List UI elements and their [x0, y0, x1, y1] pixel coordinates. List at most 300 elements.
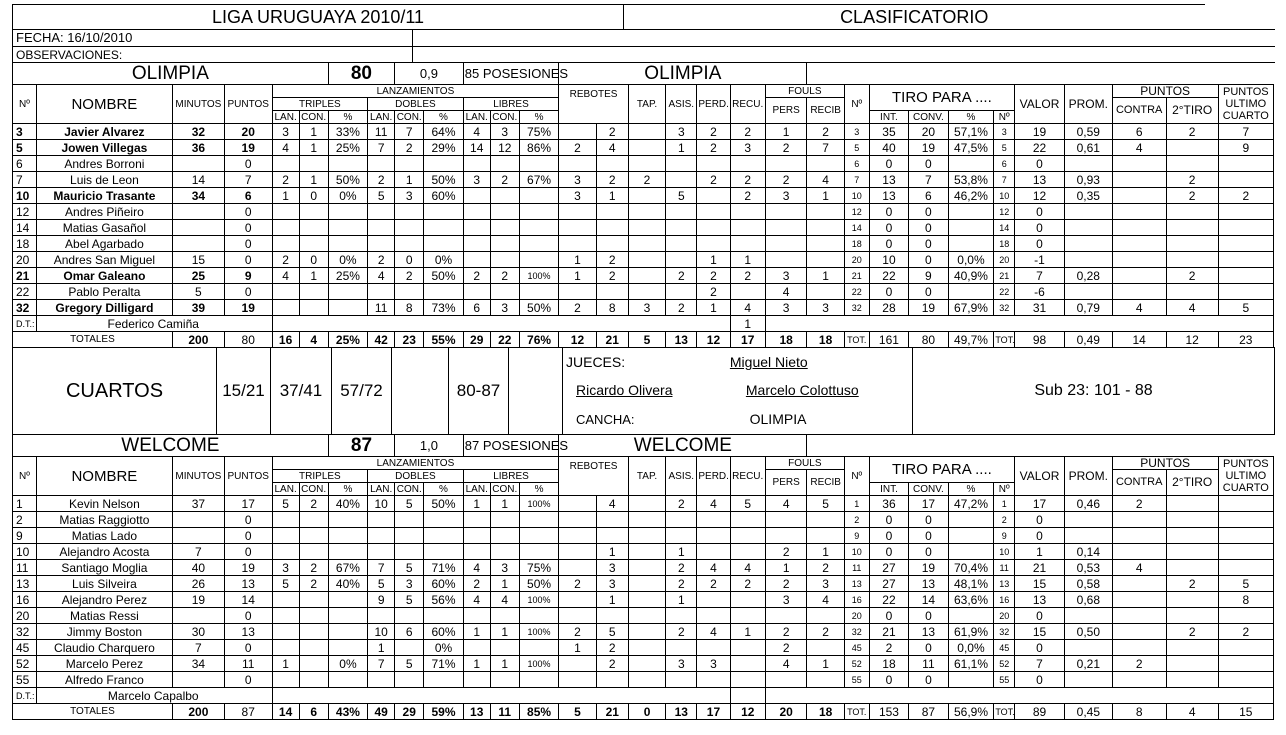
- fouls-recib: [807, 512, 844, 528]
- frees-pct: 100%: [519, 268, 558, 284]
- triples-pct: [328, 544, 367, 560]
- quarter-1: 15/21: [217, 348, 271, 435]
- doubles-pct: [424, 608, 463, 624]
- player-number-3: 20: [994, 252, 1015, 268]
- puntos-ultimo: [1218, 268, 1273, 284]
- turnovers: 4: [697, 624, 730, 640]
- player-name: Kevin Nelson: [36, 496, 172, 512]
- triples-pct: 67%: [328, 560, 367, 576]
- tiro-int: 21: [869, 624, 908, 640]
- player-name: Omar Galeano: [36, 268, 172, 284]
- turnovers: 4: [697, 560, 730, 576]
- valor: 0: [1015, 608, 1065, 624]
- puntos-ultimo: [1218, 656, 1273, 672]
- totals-valor: 89: [1015, 704, 1065, 720]
- frees-pct: [519, 608, 558, 624]
- assists: [666, 640, 697, 656]
- doubles-lan: [368, 528, 395, 544]
- valor: 0: [1015, 528, 1065, 544]
- triples-pct: 0%: [328, 252, 367, 268]
- player-points: 0: [224, 512, 272, 528]
- triples-lan: [272, 220, 299, 236]
- scoresheet: [12, 4, 1274, 720]
- fouls-recib: 1: [807, 188, 844, 204]
- tiro-conv: 9: [909, 268, 948, 284]
- assists: 2: [666, 496, 697, 512]
- tot-label-2: TOT.: [994, 332, 1015, 348]
- assists: [666, 236, 697, 252]
- puntos-contra: [1112, 592, 1166, 608]
- tiro-int: 13: [869, 172, 908, 188]
- triples-pct: 33%: [328, 124, 367, 140]
- quarter-2: 37/41: [271, 348, 332, 435]
- reb-off: [559, 672, 596, 688]
- totals-tp: 49,7%: [948, 332, 994, 348]
- tiro-pct: 63,6%: [948, 592, 994, 608]
- team1-possessions: [463, 63, 569, 85]
- turnovers: [697, 640, 730, 656]
- frees-con: [490, 236, 519, 252]
- player-points: 13: [224, 624, 272, 640]
- tiro-conv: 19: [909, 560, 948, 576]
- frees-pct: [519, 252, 558, 268]
- player-points: 0: [224, 156, 272, 172]
- player-name: Javier Alvarez: [36, 124, 172, 140]
- fouls-recib: [807, 156, 844, 172]
- doubles-pct: 0%: [424, 640, 463, 656]
- frees-lan: 1: [463, 496, 490, 512]
- triples-lan: [272, 284, 299, 300]
- judge-3: Marcelo Colottuso: [745, 381, 859, 398]
- puntos-ultimo: [1218, 544, 1273, 560]
- valor: 12: [1015, 188, 1065, 204]
- taps: [628, 672, 665, 688]
- turnovers: 3: [697, 656, 730, 672]
- player-minutes: 5: [172, 284, 224, 300]
- prom: 0,59: [1064, 124, 1112, 140]
- puntos-segundo: [1166, 512, 1218, 528]
- lan-header: LAN.: [368, 483, 395, 496]
- segundo-header: 2°TIRO: [1166, 470, 1218, 496]
- puntos-ultimo: [1218, 608, 1273, 624]
- doubles-con: 2: [395, 268, 424, 284]
- fouls-recib: 1: [807, 544, 844, 560]
- doubles-lan: [368, 608, 395, 624]
- player-number: 12: [13, 204, 37, 220]
- puntos-contra: 4: [1112, 140, 1166, 156]
- doubles-lan: [368, 544, 395, 560]
- triples-lan: [272, 640, 299, 656]
- assists: [666, 672, 697, 688]
- doubles-con: 3: [395, 188, 424, 204]
- player-points: 11: [224, 656, 272, 672]
- totals-doubles-con: 23: [395, 332, 424, 348]
- player-number: 3: [13, 124, 37, 140]
- doubles-pct: [424, 220, 463, 236]
- tiro-pct: [948, 608, 994, 624]
- player-number-3: 9: [994, 528, 1015, 544]
- totals-segundo: 12: [1166, 332, 1218, 348]
- puntos-segundo: [1166, 496, 1218, 512]
- player-number-3: 21: [994, 268, 1015, 284]
- valor: 0: [1015, 672, 1065, 688]
- tiro-pct: 53,8%: [948, 172, 994, 188]
- lan-header: LAN.: [272, 483, 299, 496]
- totals-reb-def: 21: [596, 332, 628, 348]
- tiro-int: 22: [869, 592, 908, 608]
- ultimo-header: PUNTOS ULTIMO CUARTO: [1218, 457, 1273, 496]
- puntos-segundo: 2: [1166, 172, 1218, 188]
- tp-pct-header: %: [948, 111, 994, 124]
- player-points: 7: [224, 172, 272, 188]
- turnovers: 4: [697, 496, 730, 512]
- quarter-extra: [509, 348, 563, 435]
- player-points: 0: [224, 528, 272, 544]
- fouls-recib: 2: [807, 124, 844, 140]
- puntos-contra: [1112, 236, 1166, 252]
- totals-triples-pct: 43%: [328, 704, 367, 720]
- fouls-recib: 4: [807, 172, 844, 188]
- tiro-conv: 17: [909, 496, 948, 512]
- puntos-ultimo: [1218, 512, 1273, 528]
- taps: [628, 512, 665, 528]
- totals-fouls-recib: 18: [807, 704, 844, 720]
- reb-off: [559, 544, 596, 560]
- doubles-pct: 73%: [424, 300, 463, 316]
- puntos-contra: [1112, 156, 1166, 172]
- assists: [666, 284, 697, 300]
- assists: 3: [666, 124, 697, 140]
- triples-con: [299, 592, 328, 608]
- player-name: Andres Borroni: [36, 156, 172, 172]
- tiro-conv: 11: [909, 656, 948, 672]
- taps: [628, 140, 665, 156]
- puntos-ultimo: 7: [1218, 124, 1273, 140]
- valor: 0: [1015, 512, 1065, 528]
- puntos-ultimo: [1218, 528, 1273, 544]
- reb-off: 1: [559, 268, 596, 284]
- assists: 5: [666, 188, 697, 204]
- puntos-segundo: 2: [1166, 268, 1218, 284]
- frees-con: [490, 156, 519, 172]
- doubles-lan: 11: [368, 300, 395, 316]
- player-number-3: 52: [994, 656, 1015, 672]
- triples-pct: 0%: [328, 188, 367, 204]
- frees-con: [490, 252, 519, 268]
- player-minutes: 32: [172, 124, 224, 140]
- valor: 0: [1015, 640, 1065, 656]
- frees-pct: [519, 512, 558, 528]
- puntos-ultimo: [1218, 252, 1273, 268]
- totals-int: 161: [869, 332, 908, 348]
- puntos-contra: 4: [1112, 560, 1166, 576]
- puntos-contra: [1112, 528, 1166, 544]
- puntos-segundo: [1166, 560, 1218, 576]
- frees-lan: 4: [463, 560, 490, 576]
- prom: 0,21: [1064, 656, 1112, 672]
- reb-off: 2: [559, 576, 596, 592]
- frees-con: 1: [490, 576, 519, 592]
- doubles-lan: [368, 204, 395, 220]
- fouls-recib: [807, 236, 844, 252]
- taps: [628, 576, 665, 592]
- tiro-conv: 0: [909, 672, 948, 688]
- tiro-int: 27: [869, 560, 908, 576]
- tiro-pct: [948, 284, 994, 300]
- frees-lan: [463, 204, 490, 220]
- stage-title: CLASIFICATORIO: [624, 5, 1205, 30]
- totals-triples-lan: 14: [272, 704, 299, 720]
- tiro-int: 40: [869, 140, 908, 156]
- minutes-header: MINUTOS: [172, 457, 224, 496]
- doubles-con: [395, 156, 424, 172]
- player-number-2: 32: [844, 624, 869, 640]
- frees-pct: 50%: [519, 576, 558, 592]
- tiro-conv: 20: [909, 124, 948, 140]
- fouls-pers: 2: [765, 576, 807, 592]
- coach-recu: [730, 688, 765, 704]
- frees-con: 1: [490, 496, 519, 512]
- valor: 0: [1015, 236, 1065, 252]
- tiro-conv: 0: [909, 252, 948, 268]
- reb-off: 1: [559, 640, 596, 656]
- puntos-contra: [1112, 284, 1166, 300]
- triples-con: 1: [299, 124, 328, 140]
- lan-header: LAN.: [272, 111, 299, 124]
- triples-con: [299, 672, 328, 688]
- reb-off: [559, 528, 596, 544]
- frees-lan: 3: [463, 172, 490, 188]
- reb-off: [559, 496, 596, 512]
- turnovers: [697, 672, 730, 688]
- fouls-pers: 3: [765, 300, 807, 316]
- steals: 1: [730, 624, 765, 640]
- frees-pct: [519, 220, 558, 236]
- puntos-contra: [1112, 220, 1166, 236]
- steals: 2: [730, 188, 765, 204]
- puntos-contra: [1112, 268, 1166, 284]
- tiro-int: 35: [869, 124, 908, 140]
- doubles-pct: 71%: [424, 656, 463, 672]
- con-header: CON.: [395, 483, 424, 496]
- player-number-3: 1: [994, 496, 1015, 512]
- puntos-contra: [1112, 672, 1166, 688]
- frees-pct: [519, 236, 558, 252]
- tiro-pct: 70,4%: [948, 560, 994, 576]
- player-name: Abel Agarbado: [36, 236, 172, 252]
- valor: 17: [1015, 496, 1065, 512]
- doubles-con: 3: [395, 576, 424, 592]
- player-minutes: 15: [172, 252, 224, 268]
- player-name: Claudio Charquero: [36, 640, 172, 656]
- doubles-lan: 11: [368, 124, 395, 140]
- puntos-ultimo: [1218, 560, 1273, 576]
- triples-header: TRIPLES: [272, 98, 368, 111]
- player-row: [13, 300, 1274, 316]
- doubles-lan: 7: [368, 140, 395, 156]
- tiro-int: 0: [869, 672, 908, 688]
- tiro-conv: 13: [909, 576, 948, 592]
- rebounds-header: REBOTES: [559, 85, 629, 124]
- player-number-3: 2: [994, 512, 1015, 528]
- tiro-conv: 19: [909, 300, 948, 316]
- puntos-segundo: 2: [1166, 624, 1218, 640]
- fouls-pers: [765, 220, 807, 236]
- valor: -1: [1015, 252, 1065, 268]
- player-row: [13, 220, 1274, 236]
- prom: [1064, 512, 1112, 528]
- tiro-pct: [948, 236, 994, 252]
- player-minutes: 36: [172, 140, 224, 156]
- player-number-2: 22: [844, 284, 869, 300]
- reb-off: 2: [559, 300, 596, 316]
- frees-pct: 67%: [519, 172, 558, 188]
- assists: 2: [666, 576, 697, 592]
- player-row: [13, 156, 1274, 172]
- player-minutes: 39: [172, 300, 224, 316]
- doubles-lan: [368, 512, 395, 528]
- assists: [666, 156, 697, 172]
- totals-minutes: 200: [172, 332, 224, 348]
- reb-def: 2: [596, 656, 628, 672]
- player-row: [13, 284, 1274, 300]
- doubles-lan: 5: [368, 576, 395, 592]
- puntos-segundo: [1166, 640, 1218, 656]
- team2-name: WELCOME: [13, 435, 329, 457]
- player-number: 45: [13, 640, 37, 656]
- doubles-con: [395, 284, 424, 300]
- puntos-contra: 2: [1112, 656, 1166, 672]
- player-number-2: 7: [844, 172, 869, 188]
- doubles-pct: 0%: [424, 252, 463, 268]
- reb-def: 2: [596, 268, 628, 284]
- player-points: 13: [224, 576, 272, 592]
- reb-def: 4: [596, 140, 628, 156]
- turnovers: 2: [697, 268, 730, 284]
- con-header: CON.: [395, 111, 424, 124]
- totals-triples-lan: 16: [272, 332, 299, 348]
- triples-lan: 2: [272, 252, 299, 268]
- player-name: Jimmy Boston: [36, 624, 172, 640]
- reb-def: [596, 528, 628, 544]
- player-points: 0: [224, 672, 272, 688]
- assists: 2: [666, 300, 697, 316]
- steals: [730, 592, 765, 608]
- fouls-recib: [807, 204, 844, 220]
- recib-header: RECIB: [807, 98, 844, 124]
- player-number-2: 13: [844, 576, 869, 592]
- puntos-ultimo: [1218, 204, 1273, 220]
- tiro-pct: 47,5%: [948, 140, 994, 156]
- fouls-recib: [807, 220, 844, 236]
- frees-con: [490, 672, 519, 688]
- tiro-int: 0: [869, 220, 908, 236]
- frees-con: [490, 640, 519, 656]
- totals-frees-lan: 13: [463, 704, 490, 720]
- fouls-header: FOULS: [765, 85, 844, 98]
- lan-header: LAN.: [463, 111, 490, 124]
- triples-con: 2: [299, 576, 328, 592]
- puntos-ultimo: [1218, 172, 1273, 188]
- doubles-pct: [424, 236, 463, 252]
- tiro-pct: [948, 528, 994, 544]
- doubles-pct: 60%: [424, 624, 463, 640]
- player-number: 18: [13, 236, 37, 252]
- player-points: 0: [224, 640, 272, 656]
- reb-def: [596, 512, 628, 528]
- assists: [666, 512, 697, 528]
- puntos-segundo: 4: [1166, 300, 1218, 316]
- totals-frees-lan: 29: [463, 332, 490, 348]
- reb-off: [559, 560, 596, 576]
- reb-def: 2: [596, 252, 628, 268]
- assists: [666, 252, 697, 268]
- prom: [1064, 284, 1112, 300]
- player-points: 0: [224, 236, 272, 252]
- player-number: 9: [13, 528, 37, 544]
- triples-con: [299, 544, 328, 560]
- frees-pct: 86%: [519, 140, 558, 156]
- fouls-pers: [765, 528, 807, 544]
- player-name: Luis Silveira: [36, 576, 172, 592]
- int-header: INT.: [869, 483, 908, 496]
- cancha-row: [563, 405, 913, 435]
- taps: 3: [628, 300, 665, 316]
- triples-lan: 4: [272, 140, 299, 156]
- player-name: Alfredo Franco: [36, 672, 172, 688]
- player-number-2: 16: [844, 592, 869, 608]
- reb-off: [559, 204, 596, 220]
- player-number: 5: [13, 140, 37, 156]
- puntos-segundo: [1166, 204, 1218, 220]
- coach-recu: 1: [730, 316, 765, 332]
- valor-header: VALOR: [1015, 85, 1065, 124]
- reb-off: 3: [559, 188, 596, 204]
- tiro-int: 0: [869, 608, 908, 624]
- team2-ratio: 1,0: [395, 435, 464, 457]
- tiro-pct: 0,0%: [948, 252, 994, 268]
- doubles-pct: 29%: [424, 140, 463, 156]
- totals-int: 153: [869, 704, 908, 720]
- totals-taps: 0: [628, 704, 665, 720]
- puntos-ultimo: 2: [1218, 188, 1273, 204]
- frees-con: 3: [490, 124, 519, 140]
- player-points: 0: [224, 204, 272, 220]
- tiro-pct: [948, 204, 994, 220]
- fouls-recib: 1: [807, 656, 844, 672]
- tiro-conv: 0: [909, 544, 948, 560]
- tap-header: TAP.: [628, 85, 665, 124]
- pers-header: PERS: [765, 98, 807, 124]
- player-points: 0: [224, 544, 272, 560]
- con-header: CON.: [490, 111, 519, 124]
- player-row: [13, 236, 1274, 252]
- tiro-conv: 0: [909, 512, 948, 528]
- totals-fouls-recib: 18: [807, 332, 844, 348]
- totals-frees-con: 22: [490, 332, 519, 348]
- prom: [1064, 608, 1112, 624]
- player-number-2: 20: [844, 252, 869, 268]
- totals-points: 87: [224, 704, 272, 720]
- player-number-3: 16: [994, 592, 1015, 608]
- frees-con: [490, 284, 519, 300]
- frees-lan: [463, 528, 490, 544]
- player-row: [13, 608, 1274, 624]
- frees-con: 1: [490, 656, 519, 672]
- frees-pct: [519, 284, 558, 300]
- tiro-pct: [948, 156, 994, 172]
- steals: [730, 528, 765, 544]
